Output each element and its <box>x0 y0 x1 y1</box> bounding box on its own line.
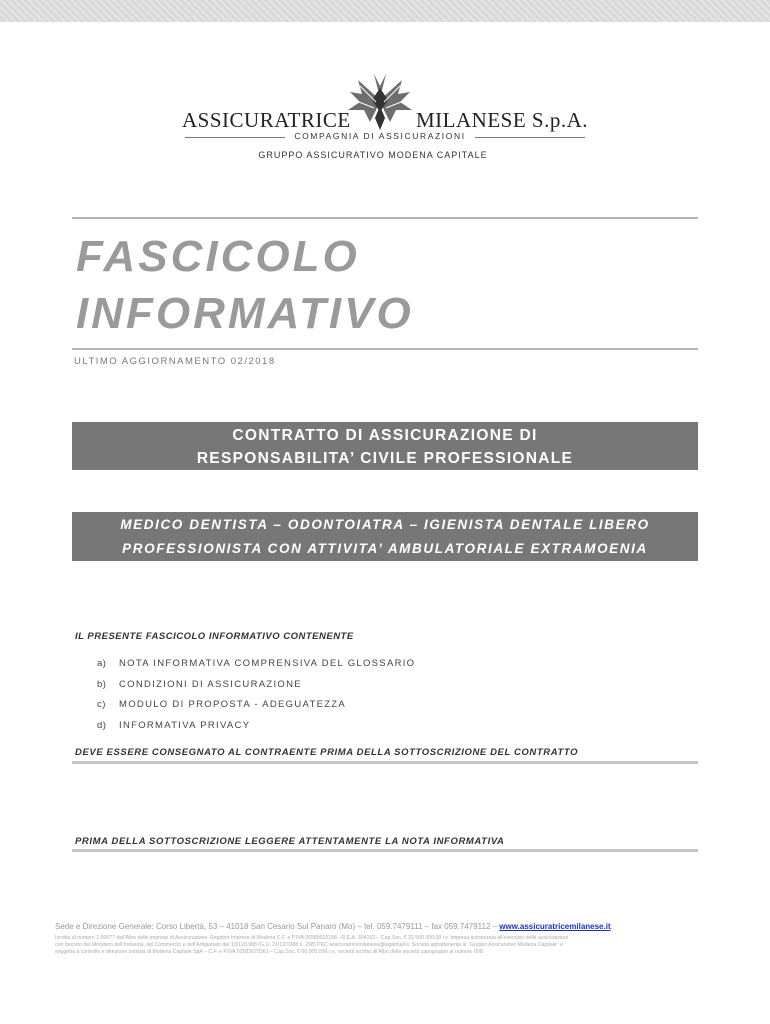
document-title-line1: FASCICOLO <box>76 232 360 281</box>
top-band <box>0 0 770 22</box>
read-notice-rule <box>72 849 698 852</box>
website-link[interactable]: www.assicuratricemilanese.it <box>499 922 611 931</box>
last-update-label: ULTIMO AGGIORNAMENTO 02/2018 <box>74 356 276 367</box>
company-subtitle: COMPAGNIA DI ASSICURAZIONI <box>294 131 466 141</box>
target-profession-banner <box>72 512 698 561</box>
footer-legal <box>55 935 705 956</box>
logo-divider-left <box>185 137 285 138</box>
list-item-text: NOTA INFORMATIVA COMPRENSIVA DEL GLOSSARIO <box>119 658 416 669</box>
company-name-right: MILANESE S.p.A. <box>416 108 589 132</box>
contents-list <box>97 658 415 740</box>
target-profession-line2: PROFESSIONISTA CON ATTIVITA’ AMBULATORIALE EXTRAMOENIA <box>122 541 648 556</box>
list-item-text: INFORMATIVA PRIVACY <box>119 719 251 731</box>
contract-type-line1: CONTRATTO DI ASSICURAZIONE DI <box>232 427 538 444</box>
company-logo <box>0 70 770 170</box>
target-profession-line1: MEDICO DENTISTA – ODONTOIATRA – IGIENISTA DENTALE LIBERO <box>120 517 650 532</box>
list-item-text: MODULO DI PROPOSTA - ADEGUATEZZA <box>119 699 347 710</box>
footer-address-text: Sede e Direzione Generale: Corso Libertà, 53 – 41018 San Cesario Sul Panaro (Mo) – tel. 059.7479111 – fax 059.7479112 – <box>55 922 500 931</box>
list-item <box>97 699 415 720</box>
footer-legal-line3: soggetta a controllo e direzione unitaria di Modena Capitale SpA – C.F. e P.IVA 02583670361 – Cap.Soc. € 60.000.000 i.v., società iscritta all’Albo delle società capogruppo al numero 009. <box>55 949 485 955</box>
delivery-notice-rule <box>72 761 698 764</box>
list-item-marker: a) <box>97 658 107 669</box>
eagle-emblem-icon <box>348 70 412 132</box>
list-item <box>97 679 415 700</box>
footer-address: Sede e Direzione Generale: Corso Libertà, 53 – 41018 San Cesario Sul Panaro (Mo) – tel. 059.7479111 – fax 059.7479112 – www.assicuratricemilanese.it. <box>55 922 613 931</box>
group-name: GRUPPO ASSICURATIVO MODENA CAPITALE <box>258 150 488 160</box>
footer-legal-line2: con decreto del Ministero dell’Industria, del Commercio e dell’Artigianato del 13/12/1988 (G.U. 21/12/1988 n. 298) PEC assicuratricemilanese@legalmail.it. Società appartenente al “Gruppo Assicurativo Modena Capitale” e <box>55 942 563 948</box>
contents-intro: IL PRESENTE FASCICOLO INFORMATIVO CONTENENTE <box>75 631 354 642</box>
contract-type-line2: RESPONSABILITA’ CIVILE PROFESSIONALE <box>196 450 574 467</box>
read-notice: PRIMA DELLA SOTTOSCRIZIONE LEGGERE ATTENTAMENTE LA NOTA INFORMATIVA <box>75 836 505 847</box>
footer-legal-line1: Iscritta al numero 1.00077 dell’Albo delle imprese di Assicurazione. Registro Imprese di Modena C.F. e P.IVA 06589510158 - R.E.A. 304152 – Cap.Soc. € 32.500.000,00 i.v. Impresa autorizzata all’esercizio delle assicurazioni <box>55 935 568 941</box>
list-item <box>97 658 415 679</box>
contract-type-banner <box>72 422 698 470</box>
list-item <box>97 720 415 741</box>
title-bottom-rule <box>72 348 698 350</box>
company-name-left: ASSICURATRICE <box>182 108 351 132</box>
logo-divider-right <box>475 137 585 138</box>
list-item-marker: d) <box>97 719 107 731</box>
list-item-marker: b) <box>97 678 107 690</box>
delivery-notice: DEVE ESSERE CONSEGNATO AL CONTRAENTE PRIMA DELLA SOTTOSCRIZIONE DEL CONTRATTO <box>75 747 579 758</box>
list-item-text: CONDIZIONI DI ASSICURAZIONE <box>119 678 302 690</box>
list-item-marker: c) <box>97 699 106 710</box>
document-title-line2: INFORMATIVO <box>76 289 414 338</box>
title-top-rule <box>72 217 698 219</box>
